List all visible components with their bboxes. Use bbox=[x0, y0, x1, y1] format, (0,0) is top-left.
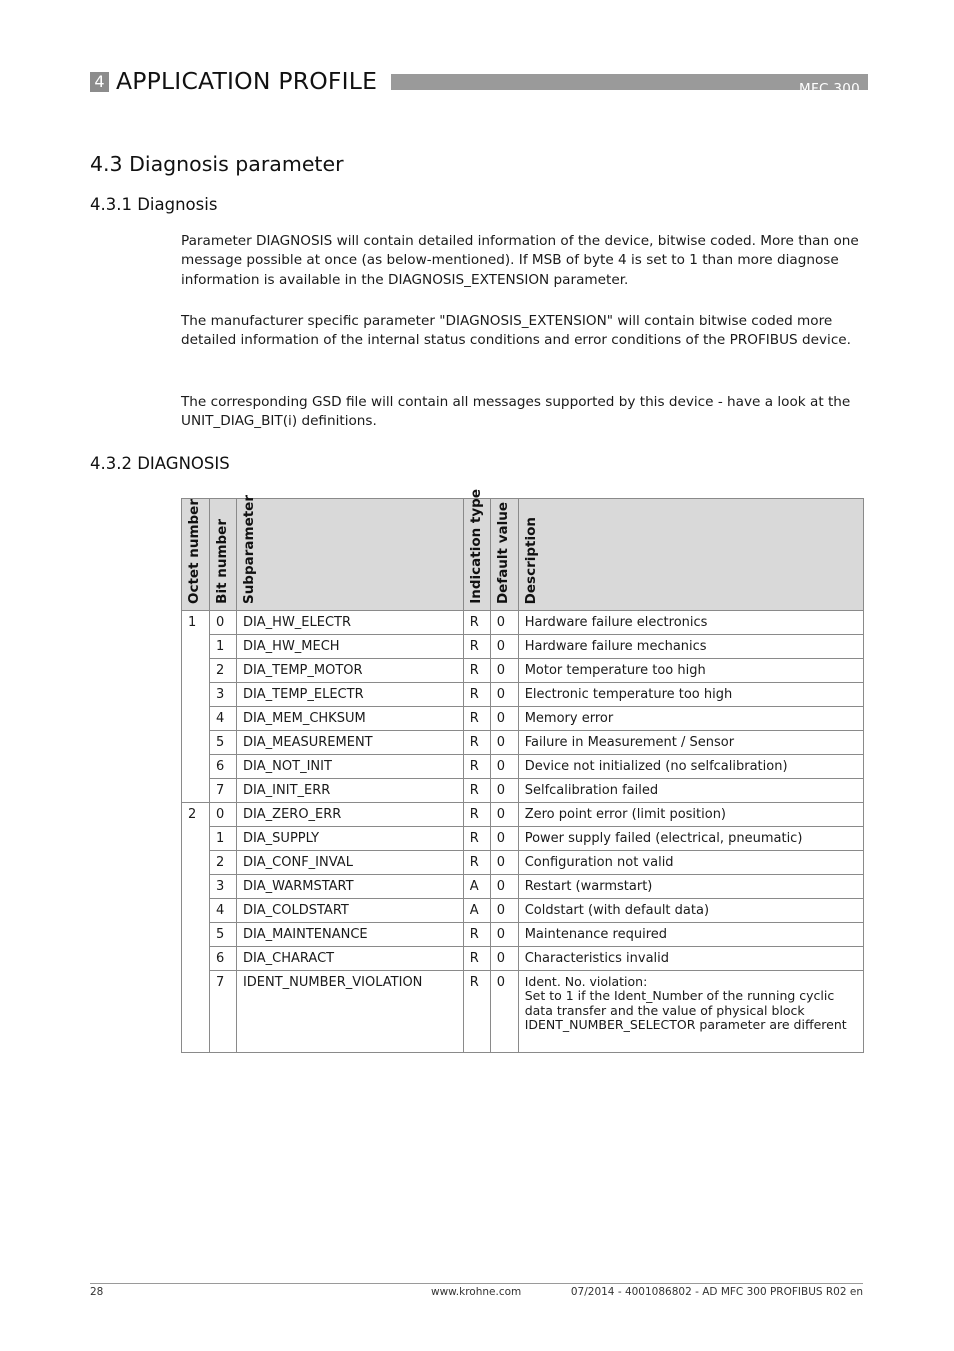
default-cell: 0 bbox=[490, 611, 518, 635]
bit-cell: 4 bbox=[209, 899, 236, 923]
default-cell: 0 bbox=[490, 731, 518, 755]
subparameter-cell: DIA_SUPPLY bbox=[236, 827, 463, 851]
octet-cell: 1 bbox=[182, 611, 210, 803]
subparameter-cell: DIA_NOT_INIT bbox=[236, 755, 463, 779]
paragraph-1: Parameter DIAGNOSIS will contain detailed information of the device, bitwise coded. More than one message possible at once (as below-mentioned). If MSB of byte 4 is set to 1 than more diagnose information is available in the DIAGNOSIS_EXTENSION parameter. bbox=[181, 233, 859, 288]
indication-cell: R bbox=[463, 779, 490, 803]
header-default-value: Default value bbox=[490, 499, 518, 611]
diagnosis-table bbox=[181, 489, 864, 1053]
description-cell: Motor temperature too high bbox=[518, 659, 863, 683]
bit-cell: 4 bbox=[209, 707, 236, 731]
subparameter-cell: DIA_TEMP_MOTOR bbox=[236, 659, 463, 683]
description-cell: Zero point error (limit position) bbox=[518, 803, 863, 827]
description-cell: Hardware failure mechanics bbox=[518, 635, 863, 659]
default-cell: 0 bbox=[490, 803, 518, 827]
table-row bbox=[182, 779, 864, 803]
table-row bbox=[182, 731, 864, 755]
default-cell: 0 bbox=[490, 827, 518, 851]
subparameter-cell: DIA_WARMSTART bbox=[236, 875, 463, 899]
description-cell: Memory error bbox=[518, 707, 863, 731]
bit-cell: 2 bbox=[209, 659, 236, 683]
description-title: Ident. No. violation: bbox=[524, 974, 648, 989]
description-cell: Power supply failed (electrical, pneumatic) bbox=[518, 827, 863, 851]
indication-cell: R bbox=[463, 851, 490, 875]
bit-cell: 3 bbox=[209, 683, 236, 707]
description-cell: Device not initialized (no selfcalibration) bbox=[518, 755, 863, 779]
description-cell: Configuration not valid bbox=[518, 851, 863, 875]
document-name: MFC 300 bbox=[799, 81, 860, 97]
default-cell: 0 bbox=[490, 659, 518, 683]
subparameter-cell: DIA_INIT_ERR bbox=[236, 779, 463, 803]
description-cell: Hardware failure electronics bbox=[518, 611, 863, 635]
bit-cell: 6 bbox=[209, 947, 236, 971]
default-cell: 0 bbox=[490, 683, 518, 707]
header-subparameter: Subparameter bbox=[236, 499, 463, 611]
header-indication-type: Indication type bbox=[463, 499, 490, 611]
default-cell: 0 bbox=[490, 707, 518, 731]
indication-cell: A bbox=[463, 899, 490, 923]
description-cell: Electronic temperature too high bbox=[518, 683, 863, 707]
chapter-number: 4 bbox=[90, 72, 109, 92]
indication-cell: R bbox=[463, 683, 490, 707]
subparameter-cell: DIA_HW_MECH bbox=[236, 635, 463, 659]
description-cell: Failure in Measurement / Sensor bbox=[518, 731, 863, 755]
chapter-title: APPLICATION PROFILE bbox=[116, 67, 378, 95]
indication-cell: R bbox=[463, 971, 490, 1053]
footer-rule bbox=[90, 1283, 863, 1284]
bit-cell: 0 bbox=[209, 803, 236, 827]
subparameter-cell: DIA_MAINTENANCE bbox=[236, 923, 463, 947]
section-title: 4.3 Diagnosis parameter bbox=[90, 152, 344, 176]
bit-cell: 6 bbox=[209, 755, 236, 779]
default-cell: 0 bbox=[490, 899, 518, 923]
description-detail: Set to 1 if the Ident_Number of the running cyclic data transfer and the value of physical block IDENT_NUMBER_SELECTOR parameter are different bbox=[524, 988, 847, 1032]
description-cell: Restart (warmstart) bbox=[518, 875, 863, 899]
table-row bbox=[182, 971, 864, 1053]
default-cell: 0 bbox=[490, 875, 518, 899]
indication-cell: R bbox=[463, 803, 490, 827]
table-row bbox=[182, 899, 864, 923]
table-row bbox=[182, 611, 864, 635]
bit-cell: 5 bbox=[209, 923, 236, 947]
default-cell: 0 bbox=[490, 779, 518, 803]
bit-cell: 1 bbox=[209, 827, 236, 851]
description-cell: Characteristics invalid bbox=[518, 947, 863, 971]
indication-cell: R bbox=[463, 827, 490, 851]
indication-cell: R bbox=[463, 659, 490, 683]
default-cell: 0 bbox=[490, 971, 518, 1053]
subsection-title-diagnosis: 4.3.1 Diagnosis bbox=[90, 195, 218, 214]
indication-cell: A bbox=[463, 875, 490, 899]
subparameter-cell: DIA_ZERO_ERR bbox=[236, 803, 463, 827]
page-header bbox=[90, 67, 868, 95]
table-row bbox=[182, 755, 864, 779]
table-row bbox=[182, 923, 864, 947]
table-row bbox=[182, 707, 864, 731]
octet-cell: 2 bbox=[182, 803, 210, 1053]
bit-cell: 3 bbox=[209, 875, 236, 899]
bit-cell: 2 bbox=[209, 851, 236, 875]
description-cell: Maintenance required bbox=[518, 923, 863, 947]
page-number: 28 bbox=[90, 1286, 104, 1298]
paragraph-3: The corresponding GSD file will contain all messages supported by this device - have a look at the UNIT_DIAG_BIT(i) definitions. bbox=[181, 394, 851, 430]
default-cell: 0 bbox=[490, 947, 518, 971]
indication-cell: R bbox=[463, 707, 490, 731]
description-cell: Coldstart (with default data) bbox=[518, 899, 863, 923]
indication-cell: R bbox=[463, 731, 490, 755]
default-cell: 0 bbox=[490, 923, 518, 947]
indication-cell: R bbox=[463, 923, 490, 947]
subparameter-cell: DIA_MEM_CHKSUM bbox=[236, 707, 463, 731]
bit-cell: 0 bbox=[209, 611, 236, 635]
subparameter-cell: DIA_COLDSTART bbox=[236, 899, 463, 923]
table-row bbox=[182, 827, 864, 851]
table-row bbox=[182, 851, 864, 875]
subparameter-cell: IDENT_NUMBER_VIOLATION bbox=[236, 971, 463, 1053]
subparameter-cell: DIA_HW_ELECTR bbox=[236, 611, 463, 635]
table-row bbox=[182, 803, 864, 827]
indication-cell: R bbox=[463, 947, 490, 971]
table-header-row bbox=[182, 499, 864, 611]
footer-reference: 07/2014 - 4001086802 - AD MFC 300 PROFIBUS R02 en bbox=[570, 1286, 863, 1298]
subparameter-cell: DIA_TEMP_ELECTR bbox=[236, 683, 463, 707]
header-octet-number: Octet number bbox=[182, 499, 210, 611]
description-cell: Selfcalibration failed bbox=[518, 779, 863, 803]
header-bar bbox=[391, 74, 868, 97]
table-row bbox=[182, 683, 864, 707]
default-cell: 0 bbox=[490, 635, 518, 659]
table-row bbox=[182, 947, 864, 971]
indication-cell: R bbox=[463, 635, 490, 659]
bit-cell: 7 bbox=[209, 971, 236, 1053]
bit-cell: 5 bbox=[209, 731, 236, 755]
default-cell: 0 bbox=[490, 755, 518, 779]
description-cell bbox=[518, 971, 863, 1053]
table-row bbox=[182, 659, 864, 683]
subparameter-cell: DIA_CONF_INVAL bbox=[236, 851, 463, 875]
bit-cell: 7 bbox=[209, 779, 236, 803]
subparameter-cell: DIA_MEASUREMENT bbox=[236, 731, 463, 755]
subparameter-cell: DIA_CHARACT bbox=[236, 947, 463, 971]
table-row bbox=[182, 875, 864, 899]
indication-cell: R bbox=[463, 755, 490, 779]
subsection-title-diagnosis-table: 4.3.2 DIAGNOSIS bbox=[90, 454, 230, 473]
table-row bbox=[182, 635, 864, 659]
header-bit-number: Bit number bbox=[209, 499, 236, 611]
default-cell: 0 bbox=[490, 851, 518, 875]
bit-cell: 1 bbox=[209, 635, 236, 659]
indication-cell: R bbox=[463, 611, 490, 635]
header-description: Description bbox=[518, 499, 863, 611]
paragraph-2: The manufacturer specific parameter "DIAGNOSIS_EXTENSION" will contain bitwise coded more detailed information of the internal status conditions and error conditions of the PROFIBUS device. bbox=[181, 313, 851, 349]
footer-website: www.krohne.com bbox=[431, 1286, 522, 1298]
